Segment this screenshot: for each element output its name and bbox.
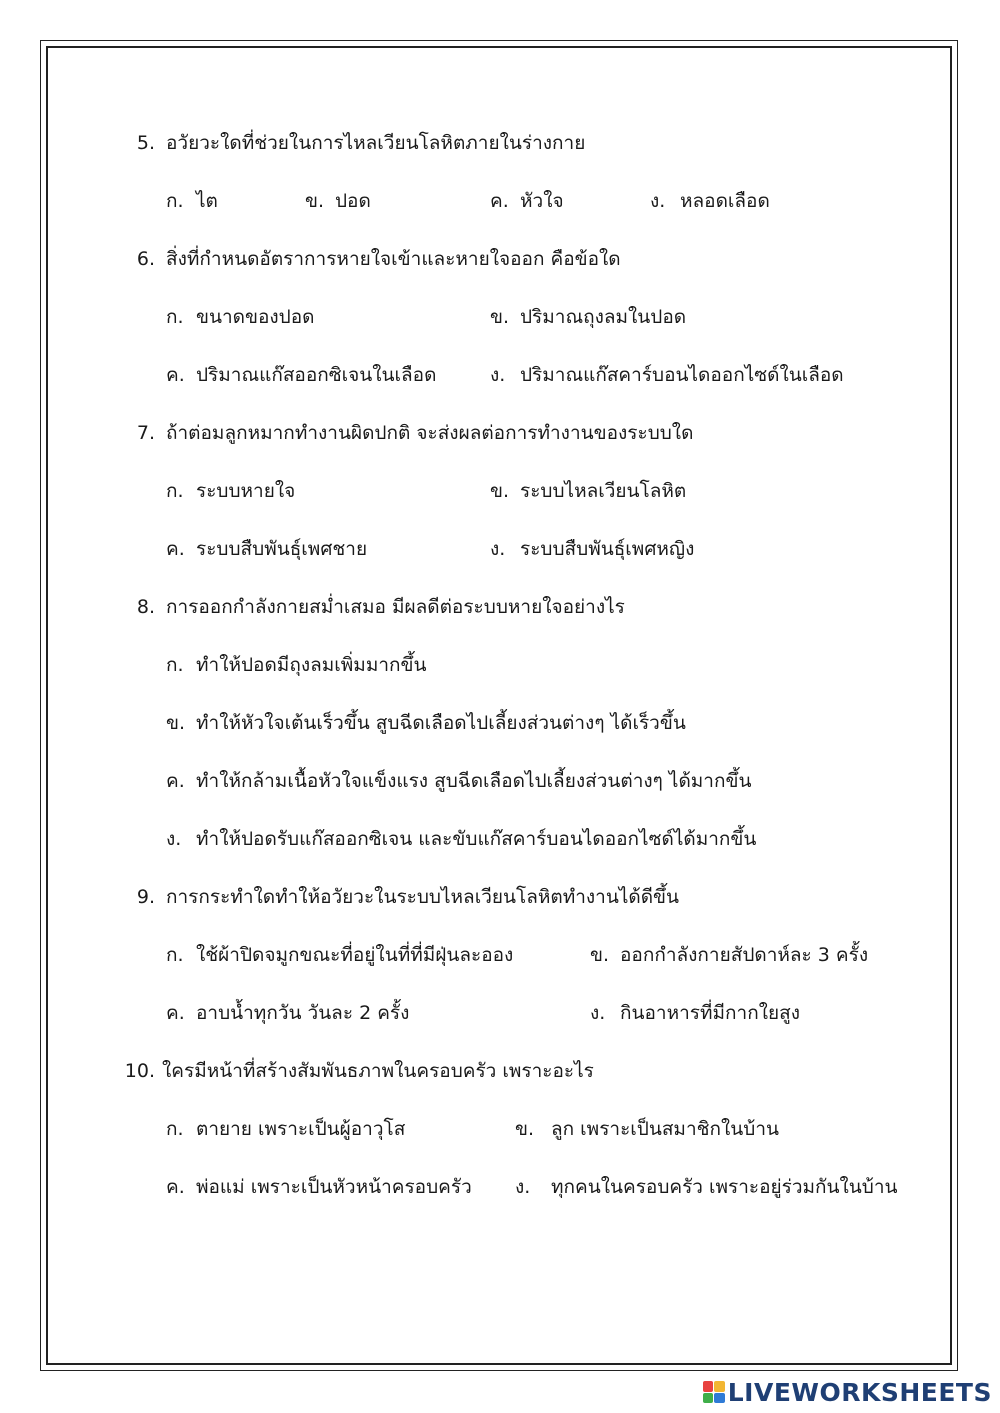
q7-option-c[interactable]: ค. ระบบสืบพันธุ์เพศชาย xyxy=(166,538,368,560)
q9-option-d[interactable]: ง. กินอาหารที่มีกากใยสูง xyxy=(590,1002,800,1024)
q8-option-a[interactable]: ก. ทำให้ปอดมีถุงลมเพิ่มมากขึ้น xyxy=(166,654,427,676)
logo-square-green xyxy=(703,1393,714,1404)
logo-square-red xyxy=(703,1381,714,1392)
question-number: 7. xyxy=(136,422,155,444)
liveworksheets-logo[interactable] xyxy=(703,1377,992,1407)
q6-option-b[interactable]: ข. ปริมาณถุงลมในปอด xyxy=(490,306,687,328)
question-text: การกระทำใดทำให้อวัยวะในระบบไหลเวียนโลหิตทำงานได้ดีขึ้น xyxy=(166,886,680,908)
question-number: 8. xyxy=(136,596,155,618)
page-border-inner xyxy=(46,46,952,1365)
q5-option-d[interactable]: ง. หลอดเลือด xyxy=(650,190,770,212)
q6-option-c[interactable]: ค. ปริมาณแก๊สออกซิเจนในเลือด xyxy=(166,364,437,386)
q8-option-c[interactable]: ค. ทำให้กล้ามเนื้อหัวใจแข็งแรง สูบฉีดเลือดไปเลี้ยงส่วนต่างๆ ได้มากขึ้น xyxy=(166,770,752,792)
question-number: 10. xyxy=(124,1060,155,1082)
q10-option-c[interactable]: ค. พ่อแม่ เพราะเป็นหัวหน้าครอบครัว xyxy=(166,1176,472,1198)
brand-name: LIVEWORKSHEETS xyxy=(727,1377,992,1407)
q5-option-a[interactable]: ก. ไต xyxy=(166,190,218,212)
logo-square-blue xyxy=(714,1393,725,1404)
q9-option-b[interactable]: ข. ออกกำลังกายสัปดาห์ละ 3 ครั้ง xyxy=(590,944,869,966)
question-text: อวัยวะใดที่ช่วยในการไหลเวียนโลหิตภายในร่างกาย xyxy=(166,132,586,154)
q5-option-b[interactable]: ข. ปอด xyxy=(305,190,371,212)
question-text: การออกกำลังกายสม่ำเสมอ มีผลดีต่อระบบหายใจอย่างไร xyxy=(166,596,625,618)
q9-option-c[interactable]: ค. อาบน้ำทุกวัน วันละ 2 ครั้ง xyxy=(166,1002,410,1024)
question-text: ถ้าต่อมลูกหมากทำงานผิดปกติ จะส่งผลต่อการทำงานของระบบใด xyxy=(166,422,694,444)
logo-icon xyxy=(703,1381,725,1403)
question-text: สิ่งที่กำหนดอัตราการหายใจเข้าและหายใจออก คือข้อใด xyxy=(166,248,621,270)
q6-option-a[interactable]: ก. ขนาดของปอด xyxy=(166,306,315,328)
q6-option-d[interactable]: ง. ปริมาณแก๊สคาร์บอนไดออกไซด์ในเลือด xyxy=(490,364,844,386)
q10-option-d[interactable]: ง. ทุกคนในครอบครัว เพราะอยู่ร่วมกันในบ้าน xyxy=(515,1176,898,1198)
q5-option-c[interactable]: ค. หัวใจ xyxy=(490,190,564,212)
question-text: ใครมีหน้าที่สร้างสัมพันธภาพในครอบครัว เพราะอะไร xyxy=(162,1060,594,1082)
q10-option-a[interactable]: ก. ตายาย เพราะเป็นผู้อาวุโส xyxy=(166,1118,406,1140)
logo-square-yellow xyxy=(714,1381,725,1392)
q8-option-d[interactable]: ง. ทำให้ปอดรับแก๊สออกซิเจน และขับแก๊สคาร์บอนไดออกไซด์ได้มากขึ้น xyxy=(166,828,757,850)
question-number: 6. xyxy=(136,248,155,270)
question-number: 5. xyxy=(136,132,155,154)
q9-option-a[interactable]: ก. ใช้ผ้าปิดจมูกขณะที่อยู่ในที่ที่มีฝุ่นละออง xyxy=(166,944,514,966)
q7-option-d[interactable]: ง. ระบบสืบพันธุ์เพศหญิง xyxy=(490,538,695,560)
q10-option-b[interactable]: ข. ลูก เพราะเป็นสมาชิกในบ้าน xyxy=(515,1118,779,1140)
q7-option-a[interactable]: ก. ระบบหายใจ xyxy=(166,480,296,502)
q7-option-b[interactable]: ข. ระบบไหลเวียนโลหิต xyxy=(490,480,687,502)
q8-option-b[interactable]: ข. ทำให้หัวใจเต้นเร็วขึ้น สูบฉีดเลือดไปเลี้ยงส่วนต่างๆ ได้เร็วขึ้น xyxy=(166,712,686,734)
question-number: 9. xyxy=(136,886,155,908)
